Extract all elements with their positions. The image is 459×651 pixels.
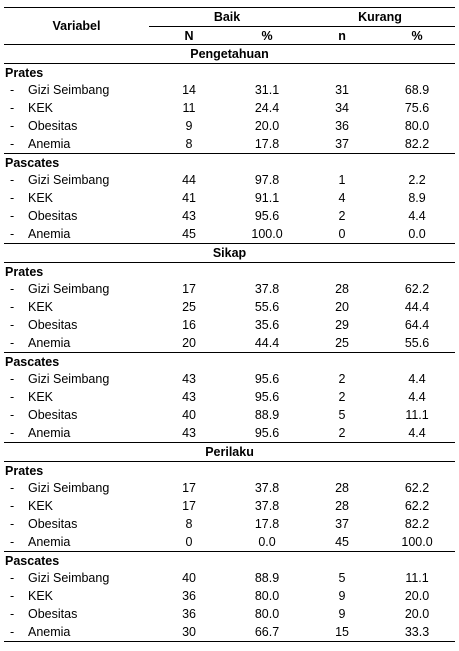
baik-n-cell: 41 bbox=[182, 191, 196, 205]
row-dash: - bbox=[10, 191, 15, 205]
row-dash: - bbox=[10, 607, 15, 621]
kurang-pct-cell: 80.0 bbox=[404, 119, 430, 133]
baik-n-cell: 43 bbox=[182, 390, 196, 404]
kurang-n-cell: 28 bbox=[335, 499, 349, 513]
phase-row bbox=[4, 552, 455, 570]
section-row bbox=[4, 244, 455, 263]
baik-n-cell: 8 bbox=[149, 135, 229, 154]
pct-kurang-header: % bbox=[379, 27, 455, 45]
table-row bbox=[4, 81, 455, 99]
table-row bbox=[4, 225, 455, 244]
row-dash: - bbox=[10, 408, 15, 422]
phase-row bbox=[4, 154, 455, 172]
kurang-pct-cell: 20.0 bbox=[404, 589, 430, 603]
row-variable-name: Gizi Seimbang bbox=[28, 481, 110, 495]
baik-pct-cell: 100.0 bbox=[251, 227, 283, 241]
row-dash: - bbox=[10, 173, 15, 187]
row-variable-name: Anemia bbox=[28, 533, 149, 552]
row-variable-name: Obesitas bbox=[28, 408, 78, 422]
baik-pct-cell: 37.8 bbox=[254, 499, 280, 513]
kurang-n-cell: 1 bbox=[338, 173, 346, 187]
row-dash: - bbox=[10, 300, 15, 314]
kurang-n-cell: 2 bbox=[338, 390, 346, 404]
row-variable-name: KEK bbox=[28, 499, 54, 513]
table-row bbox=[4, 171, 455, 189]
baik-n-cell: 43 bbox=[182, 209, 196, 223]
row-variable-name: Anemia bbox=[28, 227, 71, 241]
row-variable-name: Obesitas bbox=[28, 209, 78, 223]
phase-label: Prates bbox=[5, 264, 44, 279]
section-title: Sikap bbox=[4, 244, 455, 263]
row-variable-name: Obesitas bbox=[28, 318, 78, 332]
kurang-pct-cell: 4.4 bbox=[408, 426, 426, 440]
baik-n-cell: 11 bbox=[182, 101, 196, 115]
table-row bbox=[4, 406, 455, 424]
row-variable-name: Gizi Seimbang bbox=[28, 372, 110, 386]
row-dash: - bbox=[10, 481, 15, 495]
kurang-pct-cell: 11.1 bbox=[405, 571, 429, 585]
baik-header: Baik bbox=[149, 8, 305, 27]
section-title: Perilaku bbox=[4, 443, 455, 462]
row-dash: - bbox=[10, 589, 15, 603]
table-row bbox=[4, 135, 455, 154]
kurang-n-cell: 9 bbox=[338, 607, 346, 621]
baik-pct-cell: 17.8 bbox=[229, 135, 305, 154]
phase-label: Prates bbox=[5, 65, 44, 80]
row-dash: - bbox=[10, 571, 15, 585]
baik-pct-cell: 80.0 bbox=[254, 607, 280, 621]
row-variable-name: Anemia bbox=[28, 135, 149, 154]
kurang-n-cell: 28 bbox=[335, 282, 349, 296]
kurang-pct-cell: 4.4 bbox=[408, 209, 426, 223]
kurang-n-cell: 2 bbox=[338, 209, 346, 223]
kurang-pct-cell: 4.4 bbox=[408, 390, 426, 404]
variabel-header: Variabel bbox=[4, 8, 149, 45]
kurang-n-cell: 37 bbox=[305, 135, 379, 154]
kurang-pct-cell: 75.6 bbox=[404, 101, 430, 115]
table-row bbox=[4, 189, 455, 207]
n-baik-header: N bbox=[149, 27, 229, 45]
header-row-1 bbox=[4, 8, 455, 27]
kurang-pct-cell: 62.2 bbox=[404, 499, 430, 513]
row-variable-name: Obesitas bbox=[28, 607, 78, 621]
kurang-n-cell: 2 bbox=[338, 426, 346, 440]
kurang-n-cell: 2 bbox=[338, 372, 346, 386]
kurang-pct-cell: 64.4 bbox=[404, 318, 430, 332]
baik-n-cell: 17 bbox=[182, 481, 196, 495]
baik-n-cell: 9 bbox=[185, 119, 193, 133]
table-row bbox=[4, 605, 455, 623]
phase-label: Pascates bbox=[5, 354, 60, 369]
row-variable-name: Obesitas bbox=[28, 119, 78, 133]
baik-pct-cell: 44.4 bbox=[229, 334, 305, 353]
baik-pct-cell: 37.8 bbox=[254, 481, 280, 495]
kurang-pct-cell: 55.6 bbox=[379, 334, 455, 353]
row-dash: - bbox=[4, 135, 28, 154]
row-variable-name: Gizi Seimbang bbox=[28, 571, 110, 585]
section-row bbox=[4, 45, 455, 64]
table-row bbox=[4, 424, 455, 443]
table-row bbox=[4, 587, 455, 605]
section-row bbox=[4, 443, 455, 462]
baik-n-cell: 44 bbox=[182, 173, 196, 187]
table-row bbox=[4, 298, 455, 316]
baik-pct-cell: 95.6 bbox=[254, 426, 280, 440]
kurang-pct-cell: 4.4 bbox=[408, 372, 426, 386]
results-body bbox=[4, 45, 455, 642]
phase-row bbox=[4, 263, 455, 281]
table-row bbox=[4, 280, 455, 298]
kurang-n-cell: 36 bbox=[335, 119, 349, 133]
results-table bbox=[4, 7, 455, 642]
row-variable-name: Anemia bbox=[28, 426, 71, 440]
row-dash: - bbox=[10, 101, 15, 115]
kurang-pct-cell: 82.2 bbox=[379, 135, 455, 154]
baik-n-cell: 43 bbox=[182, 372, 196, 386]
kurang-pct-cell: 62.2 bbox=[404, 282, 430, 296]
baik-n-cell: 14 bbox=[182, 83, 196, 97]
kurang-n-cell: 5 bbox=[338, 571, 346, 585]
row-dash: - bbox=[10, 227, 15, 241]
table-row bbox=[4, 316, 455, 334]
baik-pct-cell: 55.6 bbox=[254, 300, 280, 314]
baik-n-cell: 17 bbox=[182, 282, 196, 296]
baik-pct-cell: 24.4 bbox=[254, 101, 280, 115]
baik-n-cell: 36 bbox=[182, 589, 196, 603]
baik-n-cell: 20 bbox=[149, 334, 229, 353]
table-row bbox=[4, 334, 455, 353]
row-dash: - bbox=[10, 517, 15, 531]
baik-pct-cell: 17.8 bbox=[254, 517, 280, 531]
baik-pct-cell: 37.8 bbox=[254, 282, 280, 296]
baik-pct-cell: 88.9 bbox=[254, 571, 280, 585]
row-variable-name: Obesitas bbox=[28, 517, 78, 531]
kurang-pct-cell: 20.0 bbox=[404, 607, 430, 621]
baik-pct-cell: 97.8 bbox=[254, 173, 280, 187]
kurang-n-cell: 0 bbox=[338, 227, 346, 241]
row-dash: - bbox=[10, 372, 15, 386]
row-variable-name: Anemia bbox=[28, 623, 149, 642]
kurang-pct-cell: 8.9 bbox=[408, 191, 426, 205]
kurang-n-cell: 31 bbox=[335, 83, 349, 97]
row-dash: - bbox=[10, 499, 15, 513]
baik-pct-cell: 35.6 bbox=[254, 318, 280, 332]
table-row bbox=[4, 99, 455, 117]
phase-label: Pascates bbox=[5, 155, 60, 170]
pct-baik-header: % bbox=[229, 27, 305, 45]
baik-pct-cell: 20.0 bbox=[254, 119, 280, 133]
kurang-pct-cell: 100.0 bbox=[379, 533, 455, 552]
kurang-n-cell: 25 bbox=[305, 334, 379, 353]
baik-n-cell: 0 bbox=[149, 533, 229, 552]
row-dash: - bbox=[10, 209, 15, 223]
kurang-n-cell: 29 bbox=[335, 318, 349, 332]
table-row bbox=[4, 117, 455, 135]
row-dash: - bbox=[4, 533, 28, 552]
row-variable-name: KEK bbox=[28, 101, 54, 115]
kurang-pct-cell: 2.2 bbox=[408, 173, 426, 187]
phase-label: Pascates bbox=[5, 553, 60, 568]
kurang-n-cell: 9 bbox=[338, 589, 346, 603]
baik-pct-cell: 95.6 bbox=[254, 390, 280, 404]
baik-n-cell: 40 bbox=[182, 408, 196, 422]
table-row bbox=[4, 569, 455, 587]
results-table-container bbox=[4, 7, 455, 642]
baik-pct-cell: 91.1 bbox=[254, 191, 280, 205]
row-dash: - bbox=[10, 282, 15, 296]
baik-pct-cell: 95.6 bbox=[254, 372, 280, 386]
baik-n-cell: 17 bbox=[182, 499, 196, 513]
baik-pct-cell: 31.1 bbox=[254, 83, 280, 97]
kurang-n-cell: 15 bbox=[305, 623, 379, 642]
kurang-n-cell: 45 bbox=[305, 533, 379, 552]
row-variable-name: KEK bbox=[28, 589, 54, 603]
kurang-pct-cell: 82.2 bbox=[404, 517, 430, 531]
row-dash: - bbox=[10, 390, 15, 404]
row-variable-name: Anemia bbox=[28, 334, 149, 353]
baik-n-cell: 36 bbox=[182, 607, 196, 621]
phase-row bbox=[4, 64, 455, 82]
table-row bbox=[4, 370, 455, 388]
row-dash: - bbox=[10, 119, 15, 133]
row-variable-name: Gizi Seimbang bbox=[28, 83, 110, 97]
baik-n-cell: 25 bbox=[182, 300, 196, 314]
row-variable-name: KEK bbox=[28, 191, 54, 205]
baik-n-cell: 8 bbox=[185, 517, 193, 531]
baik-pct-cell: 95.6 bbox=[254, 209, 280, 223]
row-dash: - bbox=[10, 83, 15, 97]
baik-pct-cell: 66.7 bbox=[229, 623, 305, 642]
table-row bbox=[4, 497, 455, 515]
phase-row bbox=[4, 353, 455, 371]
phase-label: Prates bbox=[5, 463, 44, 478]
table-row bbox=[4, 388, 455, 406]
kurang-pct-cell: 0.0 bbox=[408, 227, 426, 241]
kurang-n-cell: 5 bbox=[338, 408, 346, 422]
row-variable-name: KEK bbox=[28, 390, 54, 404]
kurang-pct-cell: 33.3 bbox=[379, 623, 455, 642]
kurang-pct-cell: 44.4 bbox=[404, 300, 430, 314]
row-dash: - bbox=[4, 623, 28, 642]
kurang-n-cell: 4 bbox=[338, 191, 346, 205]
table-row bbox=[4, 533, 455, 552]
phase-row bbox=[4, 462, 455, 480]
table-row bbox=[4, 623, 455, 642]
row-dash: - bbox=[10, 426, 15, 440]
kurang-pct-cell: 11.1 bbox=[405, 408, 429, 422]
kurang-n-cell: 34 bbox=[335, 101, 349, 115]
baik-n-cell: 43 bbox=[182, 426, 196, 440]
table-row bbox=[4, 515, 455, 533]
row-variable-name: Gizi Seimbang bbox=[28, 173, 110, 187]
kurang-n-cell: 28 bbox=[335, 481, 349, 495]
table-row bbox=[4, 207, 455, 225]
row-dash: - bbox=[4, 334, 28, 353]
kurang-n-cell: 20 bbox=[335, 300, 349, 314]
baik-n-cell: 40 bbox=[182, 571, 196, 585]
section-title: Pengetahuan bbox=[4, 45, 455, 64]
baik-n-cell: 16 bbox=[182, 318, 196, 332]
kurang-n-cell: 37 bbox=[335, 517, 349, 531]
baik-pct-cell: 80.0 bbox=[254, 589, 280, 603]
baik-pct-cell: 88.9 bbox=[254, 408, 280, 422]
table-row bbox=[4, 479, 455, 497]
kurang-pct-cell: 62.2 bbox=[404, 481, 430, 495]
baik-pct-cell: 0.0 bbox=[229, 533, 305, 552]
row-dash: - bbox=[10, 318, 15, 332]
baik-n-cell: 30 bbox=[149, 623, 229, 642]
kurang-header: Kurang bbox=[305, 8, 455, 27]
row-variable-name: Gizi Seimbang bbox=[28, 282, 110, 296]
baik-n-cell: 45 bbox=[182, 227, 196, 241]
n-kurang-header: n bbox=[305, 27, 379, 45]
row-variable-name: KEK bbox=[28, 300, 54, 314]
kurang-pct-cell: 68.9 bbox=[404, 83, 430, 97]
